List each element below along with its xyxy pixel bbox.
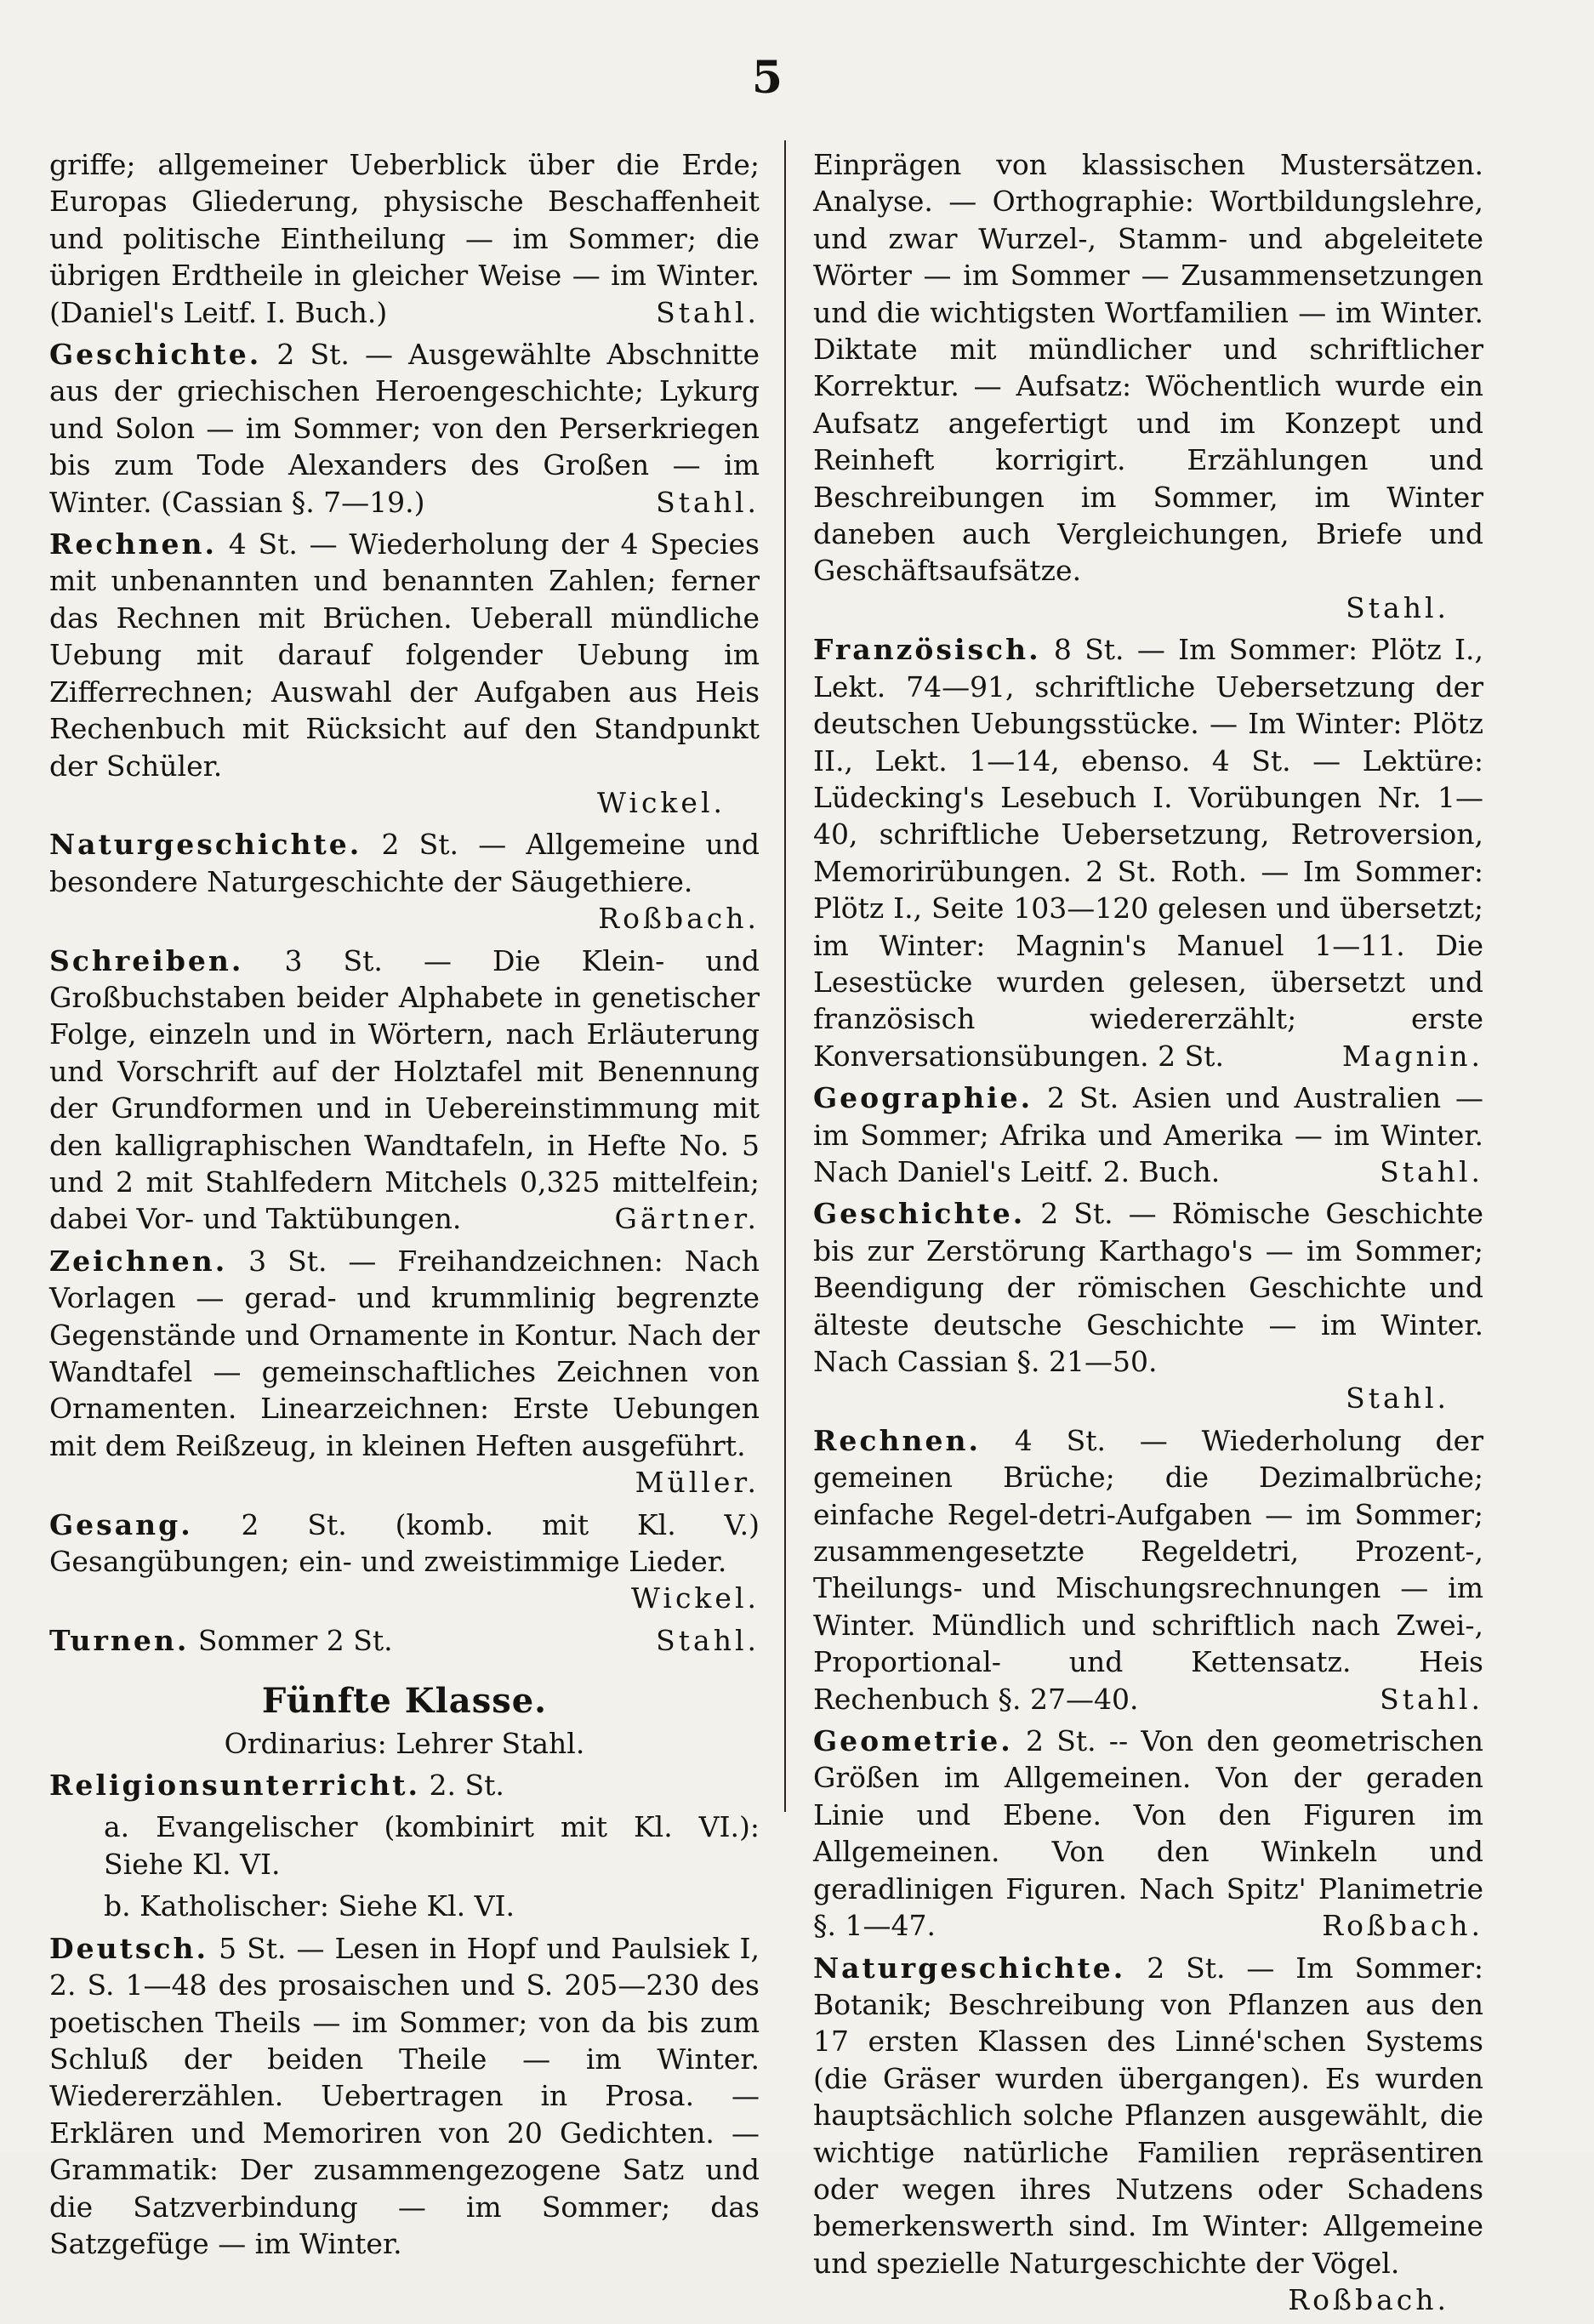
subject-heading: Schreiben. — [49, 943, 244, 977]
subject-heading: Geschichte. — [49, 338, 262, 372]
subject-entry-zeichnen — [49, 1243, 760, 1501]
subject-entry-franzoesisch — [813, 631, 1483, 1074]
subject-text: 2 St. Asien und Australien — im Sommer; Afrika und Amerika — im Winter. Nach Daniel's Leitf. 2. Buch. — [813, 1081, 1483, 1188]
religion-item-evangelisch: a. Evangelischer (kombinirt mit Kl. VI.): Siehe Kl. VI. — [104, 1810, 760, 1881]
teacher-signature: Wickel. — [631, 1581, 760, 1615]
subject-entry-geographie — [813, 1079, 1483, 1190]
ordinarius-line: Ordinarius: Lehrer Stahl. — [224, 1726, 585, 1760]
paragraph-text: griffe; allgemeiner Ueberblick über die Erde; Europas Gliederung, physische Beschaffenheit und politische Eintheilung — im Sommer; die übrigen Erdtheile in gleicher Weise — im Winter. (Daniel's Leitf. I. Buch.) — [49, 148, 760, 329]
subject-text: 2 St. — Im Sommer: Botanik; Beschreibung von Pflanzen aus den 17 ersten Klassen des Linné'schen Systems (die Gräser wurden übergangen). Es wurden hauptsächlich solche Pflanzen ausgewählt, die wichtige natürliche Familien repräsentiren oder wegen ihres Nutzens oder Schadens bemerkenswerth sind. Im Winter: Allgemeine und spezielle Naturgeschichte der Vögel. — [813, 1951, 1483, 2280]
page-number: 5 — [751, 52, 783, 104]
teacher-signature: Wickel. — [597, 785, 726, 819]
teacher-signature: Stahl. — [656, 485, 760, 519]
subject-heading: Naturgeschichte. — [49, 828, 362, 862]
subject-text: 3 St. — Freihandzeichnen: Nach Vorlagen — gerad- und krummlinig begrenzte Gegenstände und Ornamente in Kontur. Nach der Wandtafel — gemeinschaftliches Zeichnen von Ornamenten. Linearzeichnen: Erste Uebungen mit dem Reißzeug, in kleinen Heften ausgeführt. — [49, 1244, 760, 1462]
teacher-signature: Roßbach. — [598, 902, 760, 936]
teacher-signature: Stahl. — [656, 1623, 760, 1657]
religion-item-katholisch: b. Katholischer: Siehe Kl. VI. — [104, 1889, 515, 1923]
paragraph-text: Einprägen von klassischen Mustersätzen. Analyse. — Orthographie: Wortbildungslehre, und zwar Wurzel-, Stamm- und abgeleitete Wörter — im Sommer — Zusammensetzungen und die wichtigsten Wortfamilien — im Winter. Diktate mit mündlicher und schriftlicher Korrektur. — Aufsatz: Wöchentlich wurde ein Aufsatz angefertigt und im Konzept und Reinheft korrigirt. Erzählungen und Beschreibungen im Sommer, im Winter daneben auch Vergleichungen, Briefe und Geschäftsaufsätze. — [813, 148, 1483, 588]
teacher-signature: Magnin. — [1341, 1039, 1483, 1073]
continuation-paragraph — [49, 146, 760, 331]
subject-text: 3 St. — Die Klein- und Großbuchstaben beider Alphabete in genetischer Folge, einzeln und in Wörtern, nach Erläuterung und Vorschrift auf der Holztafel mit Benennung der Grundformen und in Uebereinstimmung mit den kalligraphischen Wandtafeln, in Hefte No. 5 und 2 mit Stahlfedern Mitchels 0,325 mittelfein; dabei Vor- und Taktübungen. — [49, 943, 760, 1236]
teacher-signature: Roßbach. — [1322, 1909, 1483, 1943]
subject-entry-geschichte-v — [813, 1195, 1483, 1416]
subject-heading: Französisch. — [813, 633, 1041, 667]
subject-heading: Geometrie. — [813, 1724, 1013, 1758]
subject-entry-deutsch — [49, 1930, 760, 2263]
subject-entry-naturgeschichte — [49, 826, 760, 937]
teacher-signature: Stahl. — [1346, 1381, 1449, 1415]
continuation-paragraph — [813, 146, 1483, 626]
subject-text: 2 St. — Allgemeine und besondere Naturgeschichte der Säugethiere. — [49, 828, 760, 898]
column-divider — [784, 140, 786, 1812]
subject-heading: Zeichnen. — [49, 1244, 228, 1278]
subject-entry-naturgeschichte-v — [813, 1950, 1483, 2319]
subject-entry-gesang — [49, 1507, 760, 1617]
left-column — [49, 146, 760, 2267]
teacher-signature: Roßbach. — [1288, 2283, 1449, 2317]
teacher-signature: Stahl. — [1346, 590, 1449, 624]
subject-text: 2. St. — [429, 1769, 504, 1803]
subject-heading: Religionsunterricht. — [49, 1769, 421, 1803]
subject-heading: Naturgeschichte. — [813, 1951, 1126, 1985]
subject-text: 2 St. — Ausgewählte Abschnitte aus der griechischen Heroengeschichte; Lykurg und Solon — im Sommer; von den Perserkriegen bis zum Tode Alexanders des Großen — im Winter. (Cassian §. 7—19.) — [49, 338, 760, 519]
subject-text: Sommer 2 St. — [197, 1623, 393, 1657]
subject-heading: Turnen. — [49, 1623, 190, 1657]
subject-heading: Gesang. — [49, 1507, 193, 1541]
subject-entry-geschichte — [49, 336, 760, 521]
subject-entry-rechnen — [49, 526, 760, 821]
subject-heading: Rechnen. — [813, 1423, 981, 1457]
subject-entry-schreiben — [49, 943, 760, 1238]
subject-heading: Geographie. — [813, 1081, 1033, 1115]
subject-text: 4 St. — Wiederholung der 4 Species mit unbenannten und benannten Zahlen; ferner das Rechnen mit Brüchen. Ueberall mündliche Uebung mit darauf folgender Uebung im Zifferrechnen; Auswahl der Aufgaben aus Heis Rechenbuch mit Rücksicht auf den Standpunkt der Schüler. — [49, 527, 760, 783]
subject-text: 2 St. (komb. mit Kl. V.) Gesangübungen; ein- und zweistimmige Lieder. — [49, 1507, 760, 1579]
subject-text: 8 St. — Im Sommer: Plötz I., Lekt. 74—91, schriftliche Uebersetzung der deutschen Uebungsstücke. — Im Winter: Plötz II., Lekt. 1—14, ebenso. 4 St. — Lektüre: Lüdecking's Lesebuch I. Vorübungen Nr. 1—40, schriftliche Uebersetzung, Retroversion, Memorirübungen. 2 St. Roth. — Im Sommer: Plötz I., Seite 103—120 gelesen und übersetzt; im Winter: Magnin's Manuel 1—11. Die Lesestücke wurden gelesen, übersetzt und französisch wiedererzählt; erste Konversationsübungen. 2 St. — [813, 633, 1483, 1073]
subject-heading: Deutsch. — [49, 1931, 209, 1965]
teacher-signature: Stahl. — [1380, 1154, 1483, 1188]
right-column — [813, 146, 1483, 2324]
section-title: Fünfte Klasse. — [261, 1681, 548, 1722]
subject-entry-religion — [49, 1767, 760, 1803]
teacher-signature: Stahl. — [1380, 1682, 1483, 1716]
subject-text: 2 St. -- Von den geometrischen Größen im Allgemeinen. Von der geraden Linie und Ebene. Von den Figuren im Allgemeinen. Von den Winkeln und geradlinigen Figuren. Nach Spitz' Planimetrie §. 1—47. — [813, 1724, 1483, 1943]
subject-text: 2 St. — Römische Geschichte bis zur Zerstörung Karthago's — im Sommer; Beendigung der römischen Geschichte und älteste deutsche Geschichte — im Winter. Nach Cassian §. 21—50. — [813, 1197, 1483, 1378]
subject-heading: Rechnen. — [49, 527, 217, 561]
subject-entry-rechnen-v — [813, 1422, 1483, 1717]
teacher-signature: Müller. — [635, 1466, 760, 1500]
subject-text: 5 St. — Lesen in Hopf und Paulsiek I, 2. S. 1—48 des prosaischen und S. 205—230 des poetischen Theils — im Sommer; von da bis zum Schluß der beiden Theile — im Winter. Wiedererzählen. Uebertragen in Prosa. — Erklären und Memoriren von 20 Gedichten. — Grammatik: Der zusammengezogene Satz und die Satzverbindung — im Sommer; das Satzgefüge — im Winter. — [49, 1931, 760, 2260]
subject-entry-geometrie — [813, 1723, 1483, 1944]
teacher-signature: Gärtner. — [614, 1202, 760, 1236]
teacher-signature: Stahl. — [656, 295, 760, 329]
subject-text: 4 St. — Wiederholung der gemeinen Brüche; die Dezimalbrüche; einfache Regel-detri-Aufgaben — im Sommer; zusammengesetzte Regeldetri, Prozent-, Theilungs- und Mischungsrechnungen — im Winter. Mündlich und schriftlich nach Zwei-, Proportional- und Kettensatz. Heis Rechenbuch §. 27—40. — [813, 1423, 1483, 1716]
subject-heading: Geschichte. — [813, 1197, 1026, 1231]
subject-entry-turnen — [49, 1622, 760, 1659]
